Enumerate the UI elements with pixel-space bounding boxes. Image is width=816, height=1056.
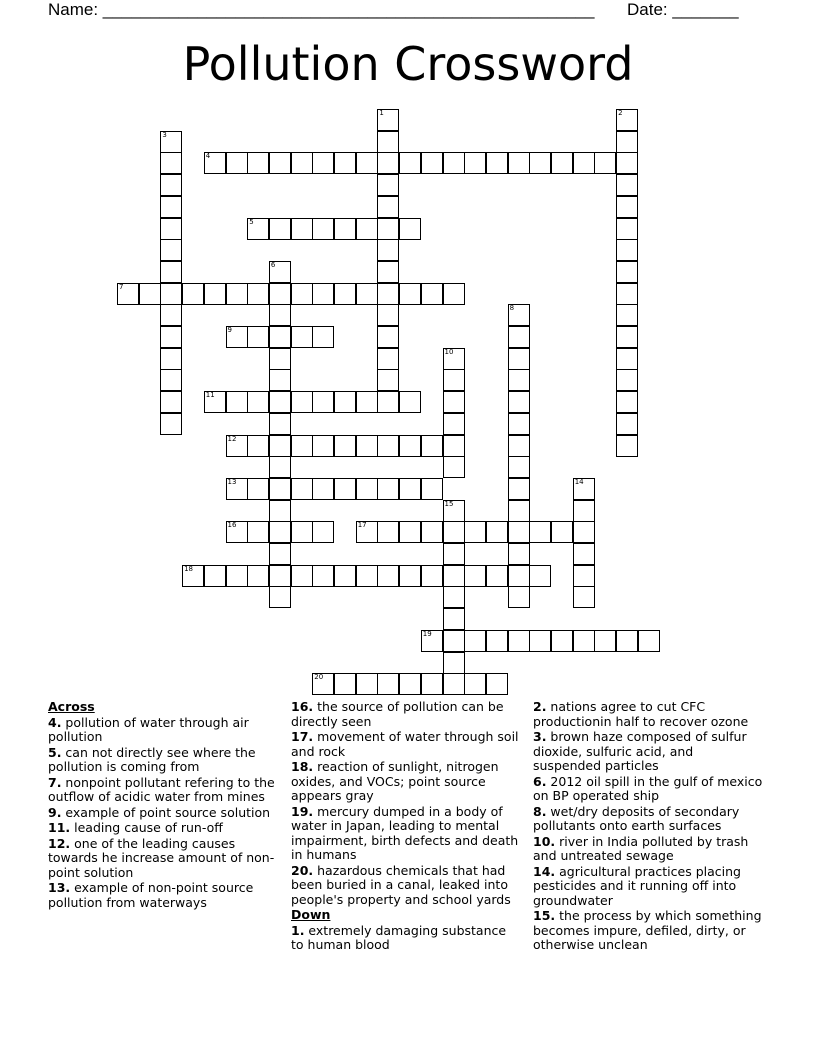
grid-cell[interactable] <box>508 586 530 608</box>
grid-cell[interactable] <box>594 152 616 174</box>
clue-number: 8 <box>509 304 515 313</box>
grid-cell[interactable] <box>377 239 399 261</box>
grid-cell[interactable] <box>269 435 291 457</box>
grid-cell[interactable] <box>616 174 638 196</box>
grid-cell[interactable] <box>377 478 399 500</box>
grid-cell[interactable] <box>616 261 638 283</box>
grid-cell[interactable] <box>443 456 465 478</box>
grid-cell[interactable] <box>616 435 638 457</box>
grid-cell[interactable] <box>160 261 182 283</box>
clue-number-label: 4. <box>48 714 62 730</box>
grid-cell[interactable] <box>377 174 399 196</box>
clue-item <box>48 806 278 821</box>
clue-number-label: 18. <box>291 759 314 774</box>
clue-text: 2012 oil spill in the gulf of mexico on BP operated ship <box>533 773 763 803</box>
clue-number-label: 16. <box>291 699 314 714</box>
clue-number: 18 <box>184 564 194 573</box>
name-field[interactable]: Name: ____________________________________________________ <box>48 0 595 19</box>
clue-item <box>291 760 521 804</box>
grid-cell[interactable] <box>443 673 465 695</box>
grid-cell[interactable] <box>377 218 399 240</box>
clue-item <box>48 821 278 836</box>
grid-cell[interactable] <box>573 543 595 565</box>
grid-cell[interactable] <box>247 326 269 348</box>
grid-cell[interactable] <box>421 152 443 174</box>
grid-cell[interactable] <box>334 478 356 500</box>
grid-cell[interactable] <box>551 152 573 174</box>
clue-item <box>533 775 763 804</box>
grid-cell[interactable] <box>226 521 248 543</box>
grid-cell[interactable] <box>312 521 334 543</box>
clue-number: 5 <box>249 217 254 226</box>
grid-cell[interactable] <box>399 152 421 174</box>
grid-cell[interactable] <box>226 391 248 413</box>
grid-cell[interactable] <box>160 391 182 413</box>
grid-cell[interactable] <box>486 673 508 695</box>
grid-cell[interactable] <box>291 565 313 587</box>
clue-number-label: 14. <box>533 863 556 879</box>
grid-cell[interactable] <box>160 218 182 240</box>
clue-number-label: 9. <box>48 804 62 820</box>
grid-cell[interactable] <box>247 152 269 174</box>
clue-number-label: 8. <box>533 803 547 819</box>
grid-cell[interactable] <box>443 435 465 457</box>
grid-cell[interactable] <box>529 630 551 652</box>
grid-cell[interactable] <box>356 218 378 240</box>
clue-text: the process by which something becomes impure, defiled, dirty, or otherwise unclean <box>533 908 762 952</box>
grid-cell[interactable] <box>616 630 638 652</box>
clue-text: one of the leading causes towards he increase amount of non-point solution <box>48 835 275 880</box>
grid-cell[interactable] <box>291 218 313 240</box>
grid-cell[interactable] <box>204 152 226 174</box>
grid-cell[interactable] <box>443 391 465 413</box>
grid-cell[interactable] <box>443 348 465 370</box>
grid-cell[interactable] <box>508 304 530 326</box>
grid-cell[interactable] <box>443 283 465 305</box>
grid-cell[interactable] <box>226 152 248 174</box>
clue-number: 14 <box>574 477 584 486</box>
grid-cell[interactable] <box>508 326 530 348</box>
clue-text: the source of pollution can be directly seen <box>291 699 504 729</box>
clue-number: 16 <box>227 521 237 530</box>
grid-cell[interactable] <box>443 652 465 674</box>
clue-item <box>291 924 521 953</box>
grid-cell[interactable] <box>486 152 508 174</box>
clue-number: 10 <box>444 347 454 356</box>
grid-cell[interactable] <box>443 521 465 543</box>
clue-item <box>291 864 521 908</box>
grid-cell[interactable] <box>269 152 291 174</box>
grid-cell[interactable] <box>421 435 443 457</box>
clue-number: 20 <box>314 673 324 682</box>
grid-cell[interactable] <box>616 413 638 435</box>
grid-cell[interactable] <box>160 131 182 153</box>
grid-cell[interactable] <box>616 218 638 240</box>
grid-cell[interactable] <box>399 565 421 587</box>
grid-cell[interactable] <box>356 521 378 543</box>
grid-cell[interactable] <box>377 131 399 153</box>
clue-number: 4 <box>205 152 211 161</box>
clue-text: agricultural practices placing pesticides and it running off into groundwater <box>533 863 741 908</box>
grid-cell[interactable] <box>377 283 399 305</box>
grid-cell[interactable] <box>139 283 161 305</box>
clue-item <box>48 776 278 805</box>
grid-cell[interactable] <box>616 391 638 413</box>
grid-cell[interactable] <box>226 435 248 457</box>
grid-cell[interactable] <box>616 326 638 348</box>
grid-cell[interactable] <box>269 261 291 283</box>
clue-item <box>48 881 278 910</box>
grid-cell[interactable] <box>204 283 226 305</box>
grid-cell[interactable] <box>160 413 182 435</box>
grid-cell[interactable] <box>182 283 204 305</box>
grid-cell[interactable] <box>421 283 443 305</box>
grid-cell[interactable] <box>377 348 399 370</box>
grid-cell[interactable] <box>377 109 399 131</box>
clue-number-label: 15. <box>533 908 556 923</box>
grid-cell[interactable] <box>573 521 595 543</box>
grid-cell[interactable] <box>269 304 291 326</box>
grid-cell[interactable] <box>508 456 530 478</box>
grid-cell[interactable] <box>226 478 248 500</box>
grid-cell[interactable] <box>160 152 182 174</box>
clue-text: nations agree to cut CFC productionin half to recover ozone <box>533 699 749 729</box>
page-title: Pollution Crossword <box>182 37 634 91</box>
grid-cell[interactable] <box>399 283 421 305</box>
grid-cell[interactable] <box>312 152 334 174</box>
grid-cell[interactable] <box>377 304 399 326</box>
clue-item <box>533 730 763 774</box>
grid-cell[interactable] <box>399 218 421 240</box>
grid-cell[interactable] <box>247 283 269 305</box>
grid-cell[interactable] <box>616 109 638 131</box>
grid-cell[interactable] <box>616 152 638 174</box>
date-field[interactable]: Date: _______ <box>627 0 739 19</box>
clue-item <box>533 805 763 834</box>
grid-cell[interactable] <box>508 413 530 435</box>
clue-number: 6 <box>270 260 276 269</box>
grid-cell[interactable] <box>377 565 399 587</box>
grid-cell[interactable] <box>160 196 182 218</box>
grid-cell[interactable] <box>443 543 465 565</box>
grid-cell[interactable] <box>616 239 638 261</box>
grid-cell[interactable] <box>508 521 530 543</box>
clue-number-label: 2. <box>533 699 547 714</box>
clue-number-label: 7. <box>48 774 62 790</box>
grid-cell[interactable] <box>247 521 269 543</box>
grid-cell[interactable] <box>291 435 313 457</box>
grid-cell[interactable] <box>421 673 443 695</box>
clue-text: example of point source solution <box>61 804 271 820</box>
clue-number: 7 <box>119 282 124 291</box>
grid-cell[interactable] <box>399 391 421 413</box>
clues-column-2 <box>291 700 521 954</box>
grid-cell[interactable] <box>421 478 443 500</box>
grid-cell[interactable] <box>269 413 291 435</box>
clue-item <box>291 805 521 863</box>
grid-cell[interactable] <box>573 586 595 608</box>
clue-item <box>48 716 278 745</box>
grid-cell[interactable] <box>356 152 378 174</box>
clues-column-3 <box>533 700 763 954</box>
grid-cell[interactable] <box>269 391 291 413</box>
grid-cell[interactable] <box>356 391 378 413</box>
grid-cell[interactable] <box>508 435 530 457</box>
grid-cell[interactable] <box>356 565 378 587</box>
down-heading: Down <box>291 907 331 922</box>
grid-cell[interactable] <box>312 478 334 500</box>
clue-number-label: 5. <box>48 744 62 760</box>
grid-cell[interactable] <box>160 326 182 348</box>
grid-cell[interactable] <box>334 218 356 240</box>
grid-cell[interactable] <box>377 261 399 283</box>
clue-number: 17 <box>357 521 367 530</box>
grid-cell[interactable] <box>638 630 660 652</box>
grid-cell[interactable] <box>291 283 313 305</box>
clue-number-label: 3. <box>533 729 547 744</box>
clue-number: 19 <box>422 629 432 638</box>
clue-number-label: 19. <box>291 803 314 819</box>
grid-cell[interactable] <box>529 152 551 174</box>
grid-cell[interactable] <box>334 391 356 413</box>
grid-cell[interactable] <box>464 152 486 174</box>
grid-cell[interactable] <box>269 456 291 478</box>
grid-cell[interactable] <box>616 196 638 218</box>
grid-cell[interactable] <box>356 478 378 500</box>
grid-cell[interactable] <box>421 630 443 652</box>
grid-cell[interactable] <box>312 283 334 305</box>
grid-cell[interactable] <box>399 521 421 543</box>
grid-cell[interactable] <box>160 304 182 326</box>
clues-column-1 <box>48 700 278 911</box>
grid-cell[interactable] <box>377 326 399 348</box>
clue-text: brown haze composed of sulfur dioxide, sulfuric acid, and suspended particles <box>533 729 747 773</box>
clue-text: hazardous chemicals that had been buried in a canal, leaked into people's property and school yards <box>291 862 511 907</box>
clue-number: 12 <box>227 434 237 443</box>
grid-cell[interactable] <box>443 413 465 435</box>
clue-number-label: 13. <box>48 880 71 895</box>
grid-cell[interactable] <box>399 673 421 695</box>
grid-cell[interactable] <box>269 543 291 565</box>
grid-cell[interactable] <box>269 586 291 608</box>
grid-cell[interactable] <box>573 500 595 522</box>
grid-cell[interactable] <box>312 673 334 695</box>
grid-cell[interactable] <box>226 565 248 587</box>
clue-text: wet/dry deposits of secondary pollutants onto earth surfaces <box>533 803 740 833</box>
grid-cell[interactable] <box>356 673 378 695</box>
clue-number: 1 <box>379 109 384 117</box>
grid-cell[interactable] <box>399 435 421 457</box>
grid-cell[interactable] <box>377 152 399 174</box>
grid-cell[interactable] <box>312 435 334 457</box>
clue-item <box>533 835 763 864</box>
grid-cell[interactable] <box>616 369 638 391</box>
grid-cell[interactable] <box>377 435 399 457</box>
grid-cell[interactable] <box>486 630 508 652</box>
grid-cell[interactable] <box>573 630 595 652</box>
grid-cell[interactable] <box>508 478 530 500</box>
grid-cell[interactable] <box>334 565 356 587</box>
clue-number: 11 <box>205 391 215 400</box>
grid-cell[interactable] <box>312 565 334 587</box>
clue-text: extremely damaging substance to human blood <box>291 922 507 952</box>
grid-cell[interactable] <box>269 218 291 240</box>
grid-cell[interactable] <box>160 369 182 391</box>
grid-cell[interactable] <box>573 478 595 500</box>
grid-cell[interactable] <box>269 283 291 305</box>
clue-item <box>291 700 521 729</box>
grid-cell[interactable] <box>160 283 182 305</box>
grid-cell[interactable] <box>247 218 269 240</box>
grid-cell[interactable] <box>377 196 399 218</box>
grid-cell[interactable] <box>204 391 226 413</box>
grid-cell[interactable] <box>594 630 616 652</box>
grid-cell[interactable] <box>377 521 399 543</box>
grid-cell[interactable] <box>616 348 638 370</box>
across-heading: Across <box>48 699 95 714</box>
grid-cell[interactable] <box>508 152 530 174</box>
grid-cell[interactable] <box>269 326 291 348</box>
grid-cell[interactable] <box>464 565 486 587</box>
grid-cell[interactable] <box>226 283 248 305</box>
grid-cell[interactable] <box>508 348 530 370</box>
grid-cell[interactable] <box>486 521 508 543</box>
clue-number: 15 <box>444 499 454 508</box>
grid-cell[interactable] <box>247 435 269 457</box>
grid-cell[interactable] <box>334 283 356 305</box>
grid-cell[interactable] <box>377 391 399 413</box>
grid-cell[interactable] <box>247 565 269 587</box>
grid-cell[interactable] <box>443 500 465 522</box>
grid-cell[interactable] <box>160 239 182 261</box>
grid-cell[interactable] <box>334 673 356 695</box>
grid-cell[interactable] <box>464 630 486 652</box>
grid-cell[interactable] <box>269 478 291 500</box>
grid-cell[interactable] <box>334 435 356 457</box>
grid-cell[interactable] <box>508 630 530 652</box>
clue-text: movement of water through soil and rock <box>291 729 519 759</box>
grid-cell[interactable] <box>291 478 313 500</box>
clue-number-label: 17. <box>291 729 314 744</box>
clue-text: leading cause of run-off <box>70 820 223 835</box>
grid-cell[interactable] <box>117 283 139 305</box>
grid-cell[interactable] <box>269 369 291 391</box>
grid-cell[interactable] <box>443 586 465 608</box>
clue-item <box>533 865 763 909</box>
grid-cell[interactable] <box>529 565 551 587</box>
grid-cell[interactable] <box>160 174 182 196</box>
clue-text: pollution of water through air pollution <box>48 714 249 744</box>
grid-cell[interactable] <box>421 565 443 587</box>
clue-text: can not directly see where the pollution is coming from <box>48 744 256 774</box>
grid-cell[interactable] <box>508 543 530 565</box>
grid-cell[interactable] <box>616 304 638 326</box>
grid-cell[interactable] <box>443 565 465 587</box>
grid-cell[interactable] <box>529 521 551 543</box>
grid-cell[interactable] <box>551 630 573 652</box>
clue-item <box>291 730 521 759</box>
grid-cell[interactable] <box>247 478 269 500</box>
grid-cell[interactable] <box>443 608 465 630</box>
clue-number-label: 20. <box>291 862 314 878</box>
grid-cell[interactable] <box>421 521 443 543</box>
grid-cell[interactable] <box>269 500 291 522</box>
grid-cell[interactable] <box>508 565 530 587</box>
clue-number-label: 12. <box>48 835 71 851</box>
grid-cell[interactable] <box>204 565 226 587</box>
grid-cell[interactable] <box>269 565 291 587</box>
grid-cell[interactable] <box>160 348 182 370</box>
clue-item <box>533 909 763 953</box>
grid-cell[interactable] <box>443 152 465 174</box>
clue-number: 2 <box>618 109 623 117</box>
grid-cell[interactable] <box>573 565 595 587</box>
grid-cell[interactable] <box>269 348 291 370</box>
clue-number: 3 <box>162 130 167 139</box>
grid-cell[interactable] <box>399 478 421 500</box>
grid-cell[interactable] <box>508 500 530 522</box>
grid-cell[interactable] <box>247 391 269 413</box>
clue-text: example of non-point source pollution from waterways <box>48 880 254 910</box>
clue-item <box>48 746 278 775</box>
grid-cell[interactable] <box>182 565 204 587</box>
grid-cell[interactable] <box>334 152 356 174</box>
grid-cell[interactable] <box>291 152 313 174</box>
clue-text: river in India polluted by trash and untreated sewage <box>533 833 749 863</box>
grid-cell[interactable] <box>312 218 334 240</box>
grid-cell[interactable] <box>312 326 334 348</box>
grid-cell[interactable] <box>616 283 638 305</box>
grid-cell[interactable] <box>291 326 313 348</box>
grid-cell[interactable] <box>573 152 595 174</box>
clue-number-label: 6. <box>533 773 547 789</box>
clue-number: 9 <box>227 326 232 334</box>
clue-number-label: 10. <box>533 833 556 849</box>
grid-cell[interactable] <box>377 673 399 695</box>
grid-cell[interactable] <box>291 391 313 413</box>
grid-cell[interactable] <box>377 369 399 391</box>
grid-cell[interactable] <box>464 521 486 543</box>
grid-cell[interactable] <box>226 326 248 348</box>
grid-cell[interactable] <box>443 369 465 391</box>
clue-text: nonpoint pollutant refering to the outflow of acidic water from mines <box>48 774 275 804</box>
clue-number-label: 11. <box>48 820 71 835</box>
clue-number-label: 1. <box>291 922 305 938</box>
grid-cell[interactable] <box>356 435 378 457</box>
grid-cell[interactable] <box>269 521 291 543</box>
grid-cell[interactable] <box>508 369 530 391</box>
grid-cell[interactable] <box>551 521 573 543</box>
clue-text: reaction of sunlight, nitrogen oxides, and VOCs; point source appears gray <box>291 759 499 803</box>
grid-cell[interactable] <box>508 391 530 413</box>
grid-cell[interactable] <box>486 565 508 587</box>
clue-item <box>48 837 278 881</box>
grid-cell[interactable] <box>291 521 313 543</box>
clue-number: 13 <box>227 477 237 486</box>
clue-text: mercury dumped in a body of water in Japan, leading to mental impairment, birth defects and death in humans <box>291 803 519 862</box>
grid-cell[interactable] <box>616 131 638 153</box>
clue-item <box>533 700 763 729</box>
grid-cell[interactable] <box>443 630 465 652</box>
grid-cell[interactable] <box>356 283 378 305</box>
grid-cell[interactable] <box>312 391 334 413</box>
grid-cell[interactable] <box>464 673 486 695</box>
